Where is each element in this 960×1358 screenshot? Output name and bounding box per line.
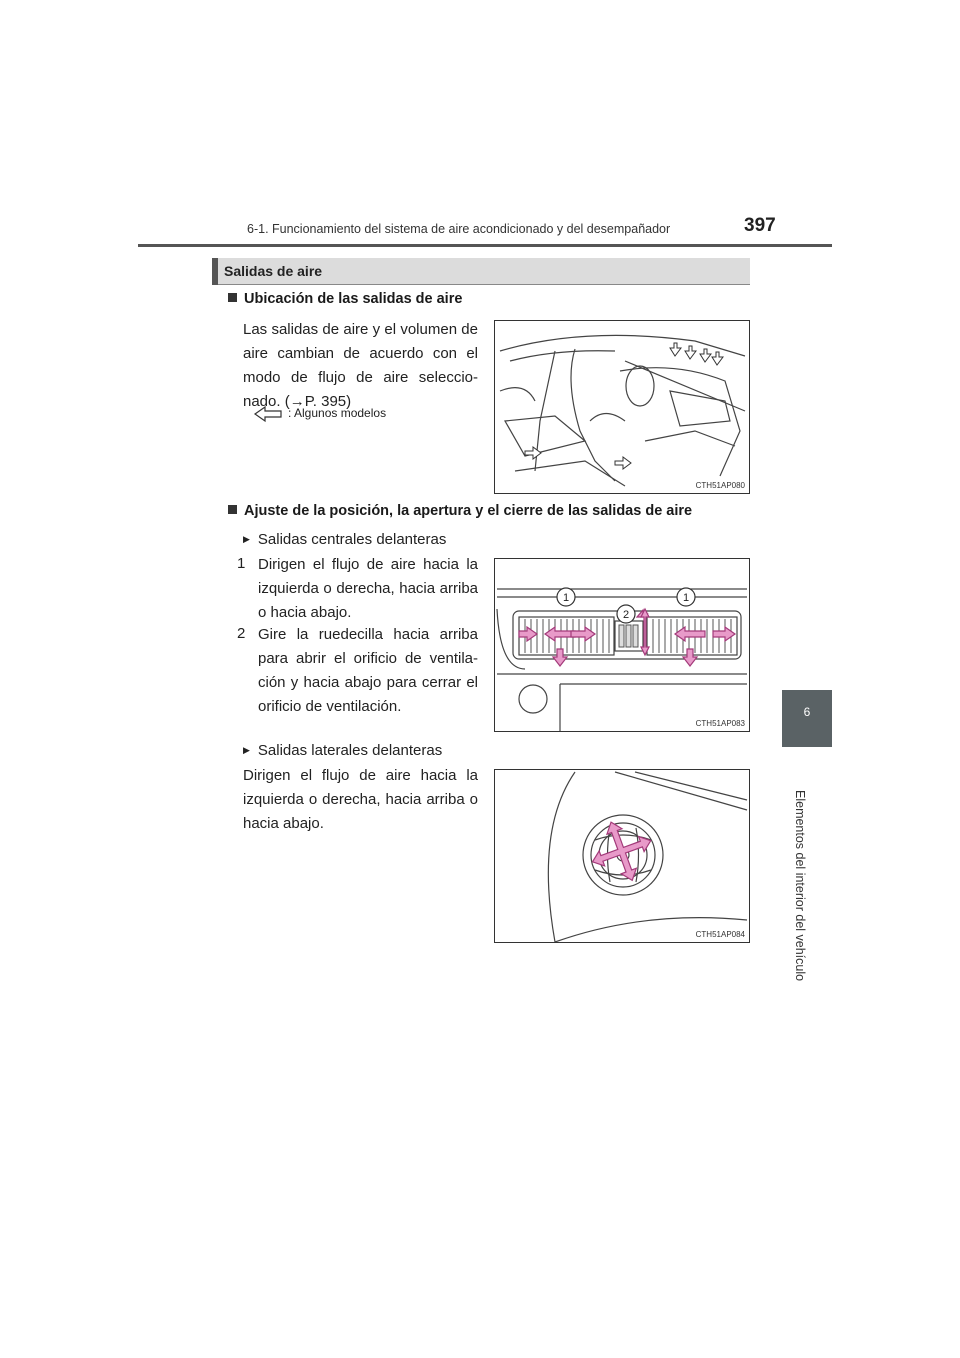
square-bullet-icon (228, 293, 237, 302)
callout-1: 1 (562, 592, 570, 604)
callout-2: 2 (622, 609, 630, 621)
section-title: Salidas de aire (224, 263, 323, 279)
chapter-side-label: Elementos del interior del vehículo (793, 790, 807, 982)
center-vents-figure (494, 558, 750, 732)
page-number: 397 (744, 215, 776, 236)
side-vent-figure (494, 769, 750, 943)
figure-code: CTH51AP084 (695, 930, 745, 939)
step-number: 1 (237, 555, 246, 572)
center-step2-text: Gire la ruedecilla hacia arriba para abrir el orificio de ventila-ción y hacia abajo para cerrar el orificio de ventilación. (258, 626, 478, 715)
car-interior-illustration (495, 321, 749, 493)
location-paragraph: Las salidas de aire y el volumen de aire cambian de acuerdo con el modo de flujo de aire seleccio-nado. (→P. 395) (243, 321, 478, 410)
outlet-legend-arrow-icon (253, 404, 283, 424)
chapter-tab-number: 6 (803, 705, 811, 719)
square-bullet-icon (228, 505, 237, 514)
step-number: 2 (237, 625, 246, 642)
center-step1-text: Dirigen el flujo de aire hacia la izquierda o derecha, hacia arriba o hacia abajo. (258, 556, 478, 621)
location-heading: Ubicación de las salidas de aire (228, 291, 462, 307)
center-vents-illustration (495, 559, 749, 731)
adjust-heading: Ajuste de la posición, la apertura y el cierre de las salidas de aire (228, 503, 692, 519)
side-outlets-text: Dirigen el flujo de aire hacia la izquierda o derecha, hacia arriba o hacia abajo. (243, 767, 478, 832)
center-outlets-label: ▶ Salidas centrales delanteras (243, 527, 446, 552)
side-outlets-label: ▶ Salidas laterales delanteras (243, 738, 442, 763)
callout-1: 1 (682, 592, 690, 604)
header-divider (138, 244, 832, 247)
interior-figure (494, 320, 750, 494)
side-vent-illustration (495, 770, 749, 942)
figure-code: CTH51AP083 (695, 719, 745, 728)
chapter-header: 6-1. Funcionamiento del sistema de aire acondicionado y del desempañador (247, 222, 671, 236)
section-bar-accent (212, 258, 218, 285)
figure-code: CTH51AP080 (695, 481, 745, 490)
legend-text: : Algunos modelos (288, 406, 387, 420)
